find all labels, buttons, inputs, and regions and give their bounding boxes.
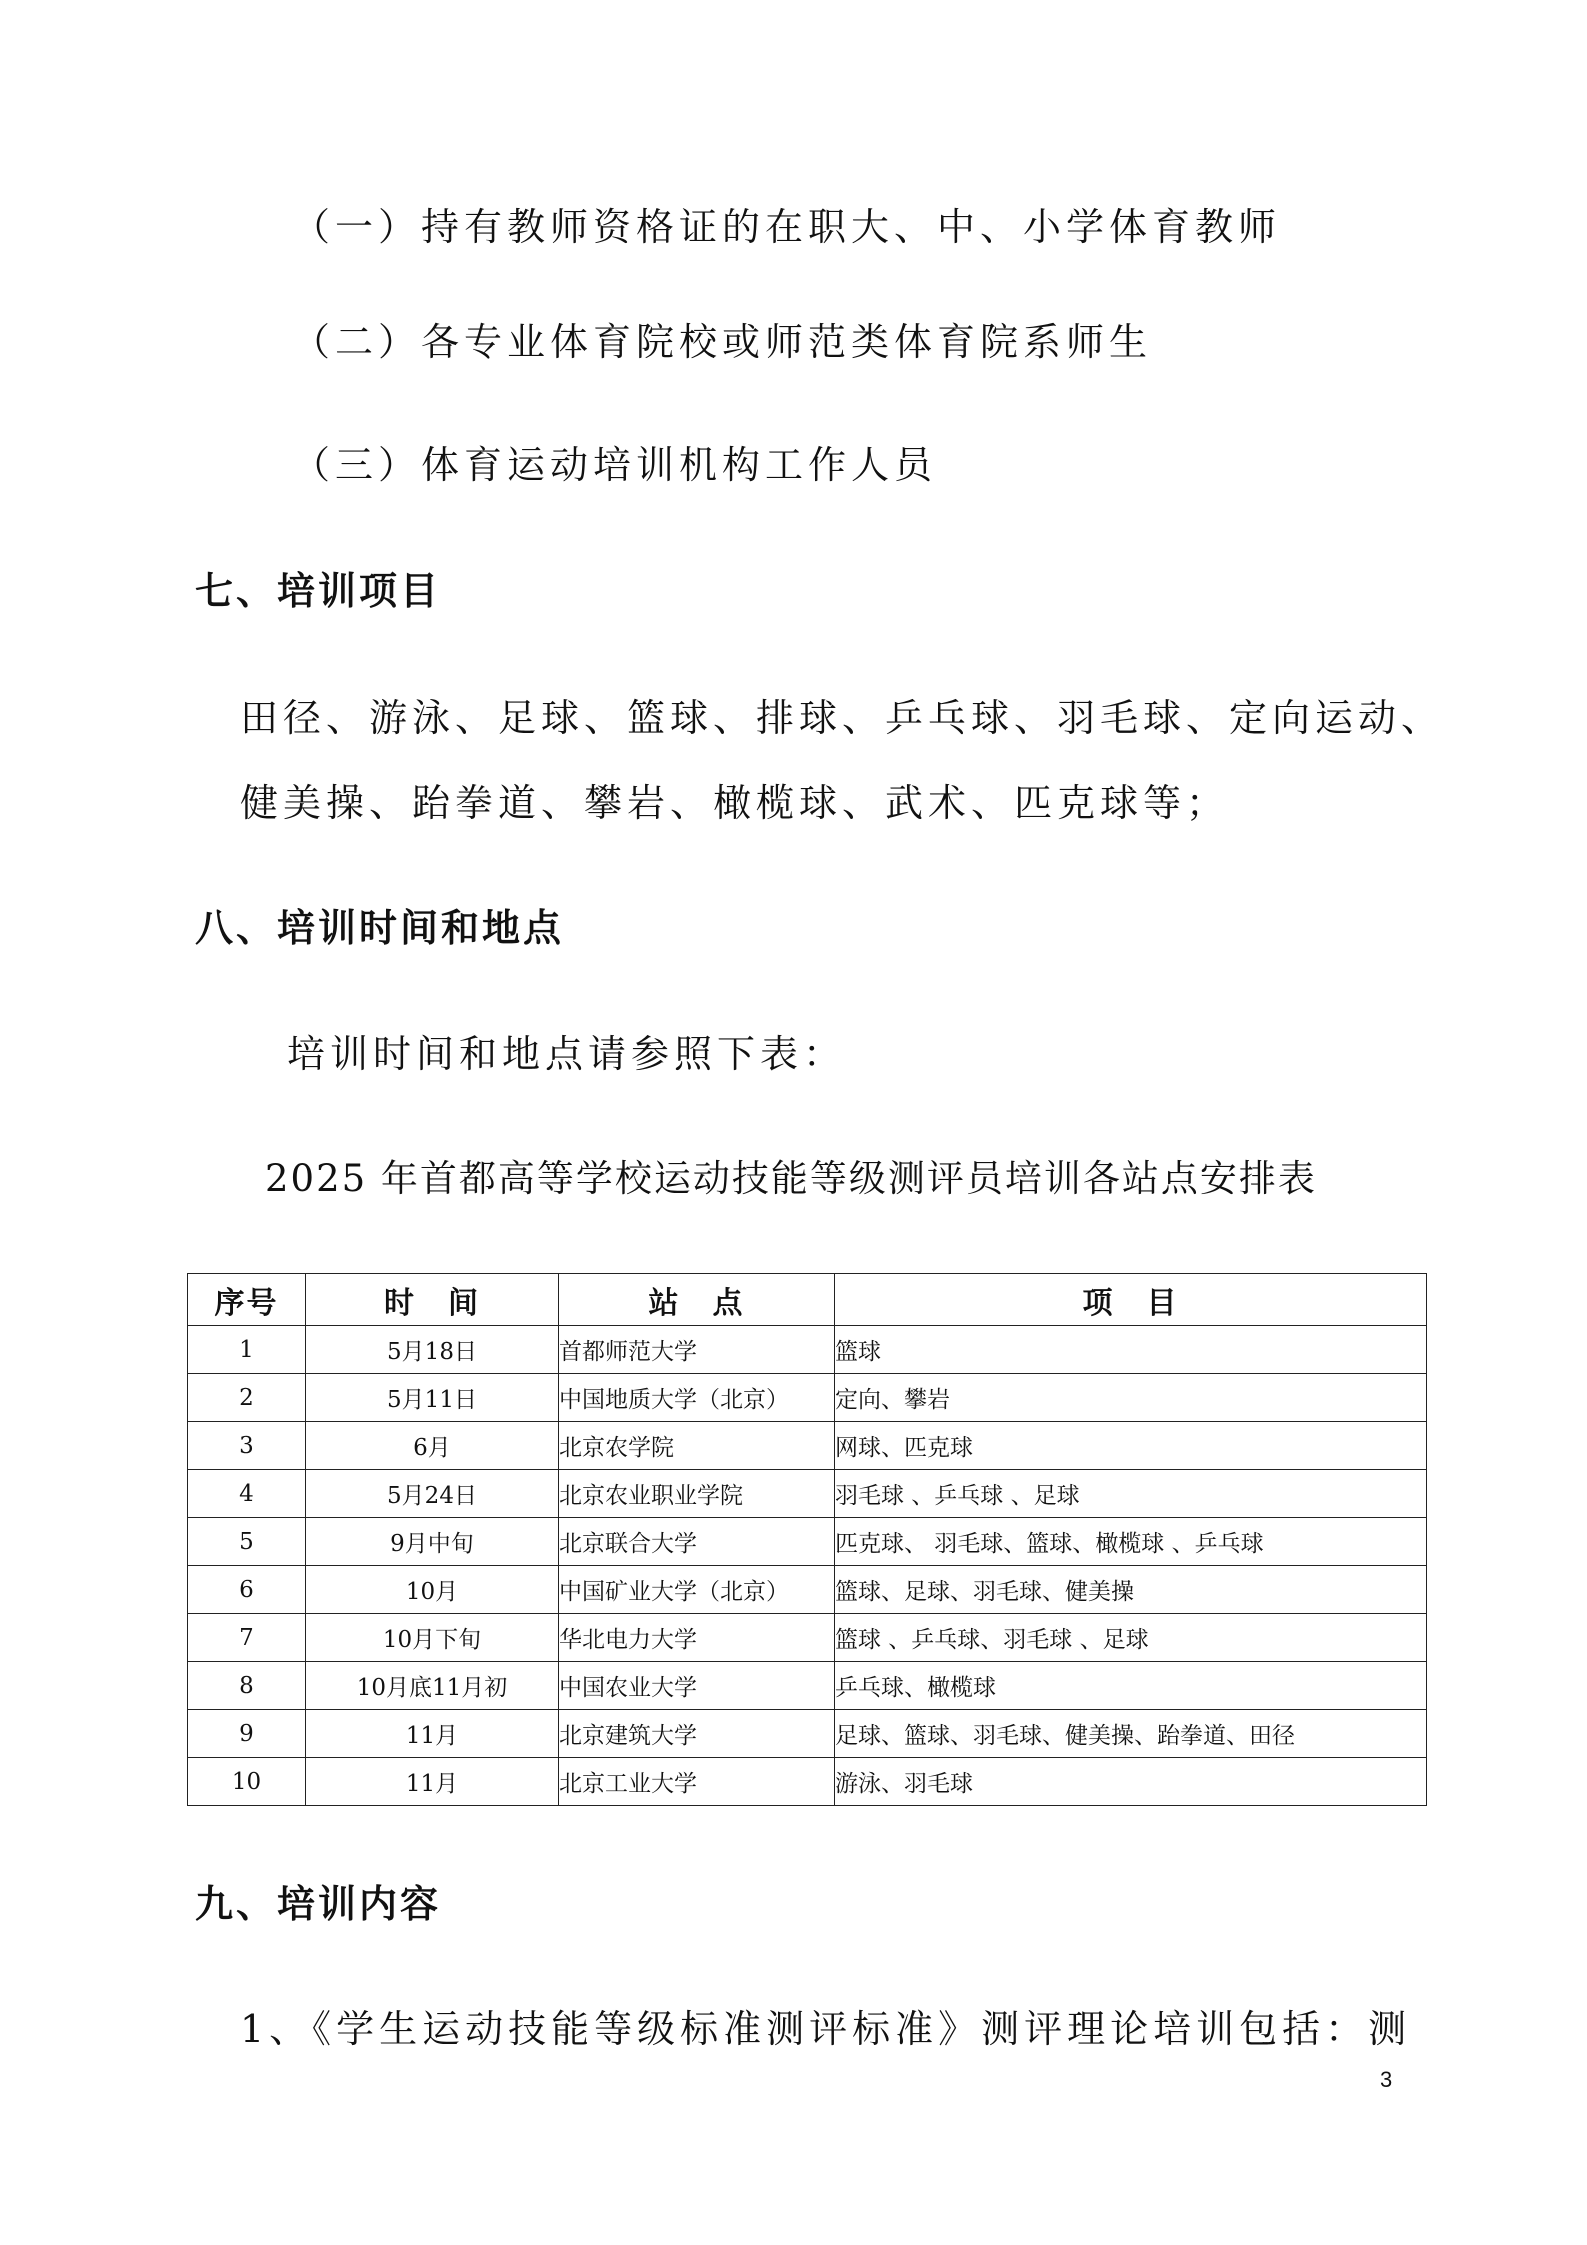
cell-number: 6 [188,1566,306,1614]
cell-items: 篮球 [835,1326,1427,1374]
cell-number: 2 [188,1374,306,1422]
col-header-site: 站 点 [559,1274,835,1326]
section9-line-1: 1、《学生运动技能等级标准测评标准》测评理论培训包括：测 [240,2007,1412,2051]
cell-items: 乒乓球、橄榄球 [835,1662,1427,1710]
cell-site: 中国农业大学 [559,1662,835,1710]
table-row [188,1758,1427,1806]
table-row [188,1326,1427,1374]
cell-time: 6月 [306,1422,559,1470]
section-heading-7: 七、培训项目 [195,569,442,613]
section-heading-9: 九、培训内容 [195,1882,442,1926]
cell-site: 北京建筑大学 [559,1710,835,1758]
section7-line-1: 田径、游泳、足球、篮球、排球、乒乓球、羽毛球、定向运动、 [240,696,1445,740]
cell-time: 10月底11月初 [306,1662,559,1710]
cell-items: 网球、匹克球 [835,1422,1427,1470]
cell-number: 7 [188,1614,306,1662]
table-row [188,1662,1427,1710]
cell-site: 北京农业职业学院 [559,1470,835,1518]
cell-items: 游泳、羽毛球 [835,1758,1427,1806]
col-header-time: 时 间 [306,1274,559,1326]
cell-site: 中国地质大学（北京） [559,1374,835,1422]
col-header-number: 序号 [188,1274,306,1326]
cell-time: 10月 [306,1566,559,1614]
cell-time: 5月11日 [306,1374,559,1422]
cell-time: 11月 [306,1710,559,1758]
cell-time: 5月24日 [306,1470,559,1518]
cell-site: 首都师范大学 [559,1326,835,1374]
cell-items: 定向、攀岩 [835,1374,1427,1422]
cell-number: 5 [188,1518,306,1566]
cell-time: 10月下旬 [306,1614,559,1662]
section7-line-2: 健美操、跆拳道、攀岩、橄榄球、武术、匹克球等； [240,781,1230,825]
cell-items: 篮球 、乒乓球、羽毛球 、足球 [835,1614,1427,1662]
cell-site: 华北电力大学 [559,1614,835,1662]
cell-time: 5月18日 [306,1326,559,1374]
table-row [188,1614,1427,1662]
section-heading-8: 八、培训时间和地点 [195,906,565,950]
cell-site: 北京农学院 [559,1422,835,1470]
cell-number: 4 [188,1470,306,1518]
cell-number: 10 [188,1758,306,1806]
table-row [188,1374,1427,1422]
eligibility-item-1: （一）持有教师资格证的在职大、中、小学体育教师 [292,205,1282,249]
table-caption: 2025 年首都高等学校运动技能等级测评员培训各站点安排表 [265,1157,1317,1200]
cell-items: 羽毛球 、乒乓球 、足球 [835,1470,1427,1518]
table-row [188,1710,1427,1758]
cell-items: 足球、篮球、羽毛球、健美操、跆拳道、田径 [835,1710,1427,1758]
page-number: 3 [1380,2067,1393,2092]
table-row [188,1470,1427,1518]
section8-intro: 培训时间和地点请参照下表： [287,1032,847,1076]
schedule-table [187,1273,1427,1806]
cell-items: 篮球、足球、羽毛球、健美操 [835,1566,1427,1614]
cell-number: 9 [188,1710,306,1758]
table-row [188,1518,1427,1566]
cell-number: 3 [188,1422,306,1470]
cell-site: 中国矿业大学（北京） [559,1566,835,1614]
col-header-items: 项 目 [835,1274,1427,1326]
cell-items: 匹克球、 羽毛球、篮球、橄榄球 、乒乓球 [835,1518,1427,1566]
cell-site: 北京工业大学 [559,1758,835,1806]
cell-time: 9月中旬 [306,1518,559,1566]
cell-time: 11月 [306,1758,559,1806]
cell-number: 8 [188,1662,306,1710]
table-row [188,1566,1427,1614]
eligibility-item-2: （二）各专业体育院校或师范类体育院系师生 [292,320,1153,364]
table-row [188,1422,1427,1470]
cell-number: 1 [188,1326,306,1374]
table-header-row [188,1274,1427,1326]
cell-site: 北京联合大学 [559,1518,835,1566]
eligibility-item-3: （三）体育运动培训机构工作人员 [292,443,938,487]
